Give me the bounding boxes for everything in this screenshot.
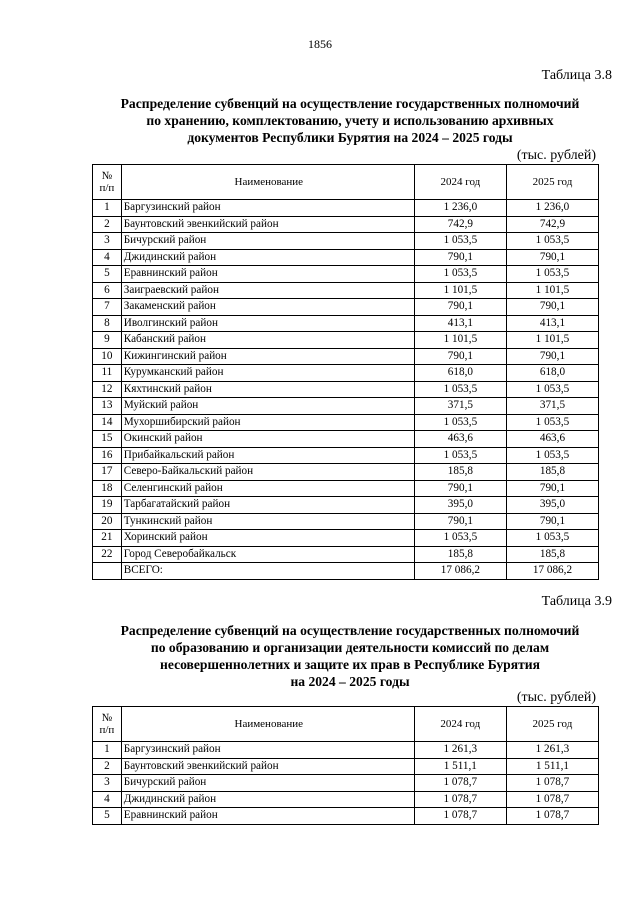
row-value-2024: 1 078,7 [414,791,506,808]
table-row [93,266,599,283]
table-3-9-title [70,622,630,690]
row-value-2024: 185,8 [414,464,506,481]
row-number: 5 [93,808,122,825]
table-row [93,775,599,792]
row-number: 20 [93,513,122,530]
header-2024: 2024 год [414,165,506,200]
row-name: Прибайкальский район [121,447,414,464]
row-number: 3 [93,233,122,250]
header-number: № п/п [93,707,122,742]
row-value-2024: 1 236,0 [414,200,506,217]
row-name: Кяхтинский район [121,381,414,398]
table-row [93,546,599,563]
row-value-2024: 618,0 [414,365,506,382]
row-number: 21 [93,530,122,547]
row-name: Баргузинский район [121,742,414,759]
table-row [93,414,599,431]
row-name: Еравнинский район [121,266,414,283]
table-row [93,791,599,808]
row-value-2025: 1 101,5 [506,282,598,299]
row-number: 15 [93,431,122,448]
row-value-2025: 1 078,7 [506,775,598,792]
row-number: 3 [93,775,122,792]
row-name: Бичурский район [121,233,414,250]
row-name: Заиграевский район [121,282,414,299]
row-name: Джидинский район [121,249,414,266]
row-value-2025: 790,1 [506,480,598,497]
row-value-2024: 742,9 [414,216,506,233]
table-row [93,381,599,398]
row-name: Баунтовский эвенкийский район [121,216,414,233]
row-value-2025: 371,5 [506,398,598,415]
row-value-2024: 790,1 [414,299,506,316]
row-name: Бичурский район [121,775,414,792]
row-name: Закаменский район [121,299,414,316]
row-value-2025: 1 053,5 [506,266,598,283]
header-2025: 2025 год [506,165,598,200]
title-line: Распределение субвенций на осуществление государственных полномочий [120,96,580,111]
row-value-2025: 1 261,3 [506,742,598,759]
row-value-2024: 1 053,5 [414,414,506,431]
table-row [93,431,599,448]
header-2024: 2024 год [414,707,506,742]
row-number: 7 [93,299,122,316]
table-row [93,464,599,481]
row-value-2025: 790,1 [506,299,598,316]
table-header-row [93,707,599,742]
title-line: несовершеннолетних и защите их прав в Республике Бурятия [160,657,540,672]
row-value-2024: 185,8 [414,546,506,563]
row-value-2025: 790,1 [506,513,598,530]
row-number: 10 [93,348,122,365]
row-number: 2 [93,758,122,775]
table-row [93,348,599,365]
row-value-2025: 618,0 [506,365,598,382]
row-value-2024: 790,1 [414,480,506,497]
table-row [93,315,599,332]
row-name: Тарбагатайский район [121,497,414,514]
row-value-2024: 1 511,1 [414,758,506,775]
table-row [93,233,599,250]
table-row [93,365,599,382]
row-value-2025: 1 053,5 [506,447,598,464]
row-value-2025: 1 078,7 [506,791,598,808]
row-number: 22 [93,546,122,563]
table-header-row [93,165,599,200]
row-number: 1 [93,742,122,759]
row-number: 5 [93,266,122,283]
table-3-9 [92,706,599,825]
total-2025: 17 086,2 [506,563,598,580]
row-name: Иволгинский район [121,315,414,332]
table-row [93,332,599,349]
row-number: 9 [93,332,122,349]
row-value-2024: 1 101,5 [414,282,506,299]
row-name: Кабанский район [121,332,414,349]
row-name: Хоринский район [121,530,414,547]
row-value-2025: 1 053,5 [506,414,598,431]
row-number: 11 [93,365,122,382]
row-value-2024: 790,1 [414,513,506,530]
row-value-2025: 1 053,5 [506,233,598,250]
title-line: документов Республики Бурятия на 2024 – 2025 годы [187,130,513,145]
row-number: 8 [93,315,122,332]
row-value-2024: 1 053,5 [414,266,506,283]
row-value-2025: 1 053,5 [506,530,598,547]
row-name: Муйский район [121,398,414,415]
row-name: Баргузинский район [121,200,414,217]
table-3-8-title [70,95,630,146]
row-name: Баунтовский эвенкийский район [121,758,414,775]
row-value-2024: 790,1 [414,348,506,365]
row-value-2024: 1 261,3 [414,742,506,759]
row-number: 18 [93,480,122,497]
row-value-2025: 1 053,5 [506,381,598,398]
row-value-2025: 790,1 [506,249,598,266]
table-row [93,398,599,415]
table-row [93,758,599,775]
row-number: 12 [93,381,122,398]
header-name: Наименование [121,707,414,742]
row-number: 16 [93,447,122,464]
total-row [93,563,599,580]
row-value-2025: 1 511,1 [506,758,598,775]
row-name: Мухоршибирский район [121,414,414,431]
row-value-2024: 413,1 [414,315,506,332]
row-number: 13 [93,398,122,415]
row-number: 4 [93,249,122,266]
table-3-8-label: Таблица 3.8 [541,68,612,83]
row-value-2024: 790,1 [414,249,506,266]
table-row [93,497,599,514]
row-value-2025: 413,1 [506,315,598,332]
title-line: на 2024 – 2025 годы [290,674,410,689]
row-value-2025: 1 236,0 [506,200,598,217]
row-name: Курумканский район [121,365,414,382]
row-number: 6 [93,282,122,299]
row-number: 17 [93,464,122,481]
table-row [93,200,599,217]
header-number: № п/п [93,165,122,200]
table-row [93,530,599,547]
row-value-2025: 185,8 [506,546,598,563]
row-name: Джидинский район [121,791,414,808]
row-value-2025: 1 101,5 [506,332,598,349]
row-number: 2 [93,216,122,233]
header-name: Наименование [121,165,414,200]
row-value-2024: 463,6 [414,431,506,448]
page-number: 1856 [308,37,332,51]
row-number: 1 [93,200,122,217]
row-value-2024: 1 053,5 [414,530,506,547]
row-name: Северо-Байкальский район [121,464,414,481]
table-row [93,808,599,825]
row-value-2024: 1 053,5 [414,381,506,398]
header-2025: 2025 год [506,707,598,742]
total-2024: 17 086,2 [414,563,506,580]
row-name: Тункинский район [121,513,414,530]
row-name: Еравнинский район [121,808,414,825]
row-name: Город Северобайкальск [121,546,414,563]
row-value-2025: 1 078,7 [506,808,598,825]
total-label: ВСЕГО: [121,563,414,580]
row-value-2024: 1 053,5 [414,233,506,250]
row-name: Окинский район [121,431,414,448]
row-value-2025: 463,6 [506,431,598,448]
row-value-2024: 371,5 [414,398,506,415]
row-value-2025: 790,1 [506,348,598,365]
table-row [93,513,599,530]
row-value-2025: 185,8 [506,464,598,481]
title-line: Распределение субвенций на осуществление государственных полномочий [120,623,580,638]
row-value-2025: 742,9 [506,216,598,233]
title-line: по образованию и организации деятельности комиссий по делам [150,640,550,655]
table-row [93,216,599,233]
total-number [93,563,122,580]
row-value-2024: 1 053,5 [414,447,506,464]
table-row [93,742,599,759]
table-row [93,282,599,299]
row-number: 14 [93,414,122,431]
table-3-8 [92,164,599,580]
table-3-9-label: Таблица 3.9 [541,594,612,609]
table-3-8-units: (тыс. рублей) [516,148,596,163]
row-number: 4 [93,791,122,808]
row-number: 19 [93,497,122,514]
row-value-2024: 1 078,7 [414,808,506,825]
row-value-2024: 395,0 [414,497,506,514]
row-value-2025: 395,0 [506,497,598,514]
row-name: Селенгинский район [121,480,414,497]
row-name: Кижингинский район [121,348,414,365]
title-line: по хранению, комплектованию, учету и использованию архивных [146,113,554,128]
table-row [93,447,599,464]
table-3-9-units: (тыс. рублей) [516,690,596,705]
table-row [93,249,599,266]
row-value-2024: 1 078,7 [414,775,506,792]
table-row [93,480,599,497]
table-row [93,299,599,316]
row-value-2024: 1 101,5 [414,332,506,349]
